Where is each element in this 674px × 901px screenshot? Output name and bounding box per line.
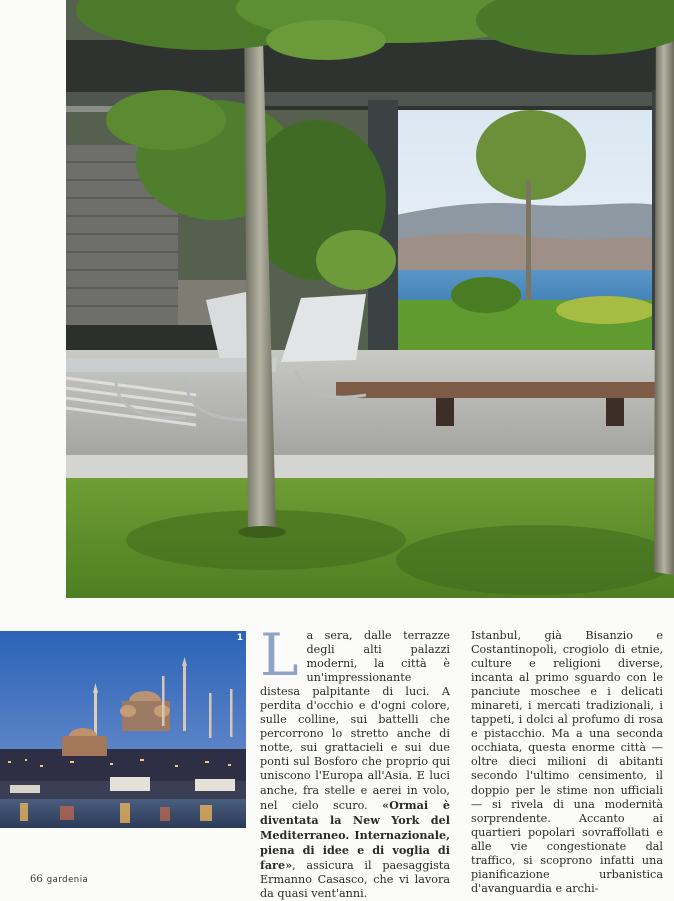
article-paragraph-2: Istanbul, già Bisanzio e Costantinopoli, crogiolo di etnie, culture e religioni diverse, incanta al primo sguardo con le panciute moschee e i delicati minareti, i mercati tradizionali, i tappeti, i dolci al profumo di rosa e pistacchio. Ma a una seconda occhiata, questa enorme città — oltre dieci milioni di abitanti secondo l'ultimo censimento, il doppio per le stime non ufficiali — si rivela di una modernità sorprendente. Accanto ai quartieri popolari sovraffollati e alle vie congestionate dal traffico, si scoprono infatti una pianificazione urbanistica d'avanguardia e archi-: [471, 629, 663, 895]
article-column-left: [260, 621, 450, 901]
drop-cap: L: [260, 621, 299, 689]
pull-quote: «Ormai è diventata la New York del Mediterraneo. Internazionale, piena di idee e di voglia di fare»: [260, 797, 450, 872]
terrace-garden-image: [66, 0, 674, 598]
istanbul-mosque-photo: [0, 631, 246, 828]
magazine-name: gardenia: [46, 875, 89, 885]
mosque-skyline-image: [0, 631, 246, 828]
hero-photo: [66, 0, 674, 598]
page-footer: [30, 874, 88, 885]
photo-number: 1: [236, 633, 243, 643]
article-paragraph-1: [260, 621, 450, 901]
page-number: 66: [30, 874, 43, 885]
lead-tail: , assicura il paesaggista Ermanno Casasco, che vi lavora da quasi vent'anni.: [260, 858, 450, 900]
article-column-right: [471, 629, 663, 896]
lead-text: a sera, dalle terrazze degli alti palazzi moderni, la città è un'impressionante distesa palpitante di luci. A perdita d'occhio e d'ogni colore, sulle colline, sui battelli che percorrono lo stretto anche di notte, sui grattacieli e sui due ponti sul Bosforo che proprio qui uniscono l'Europa all'Asia. E luci anche, fra stelle e aerei in volo, nel cielo scuro.: [260, 629, 450, 812]
